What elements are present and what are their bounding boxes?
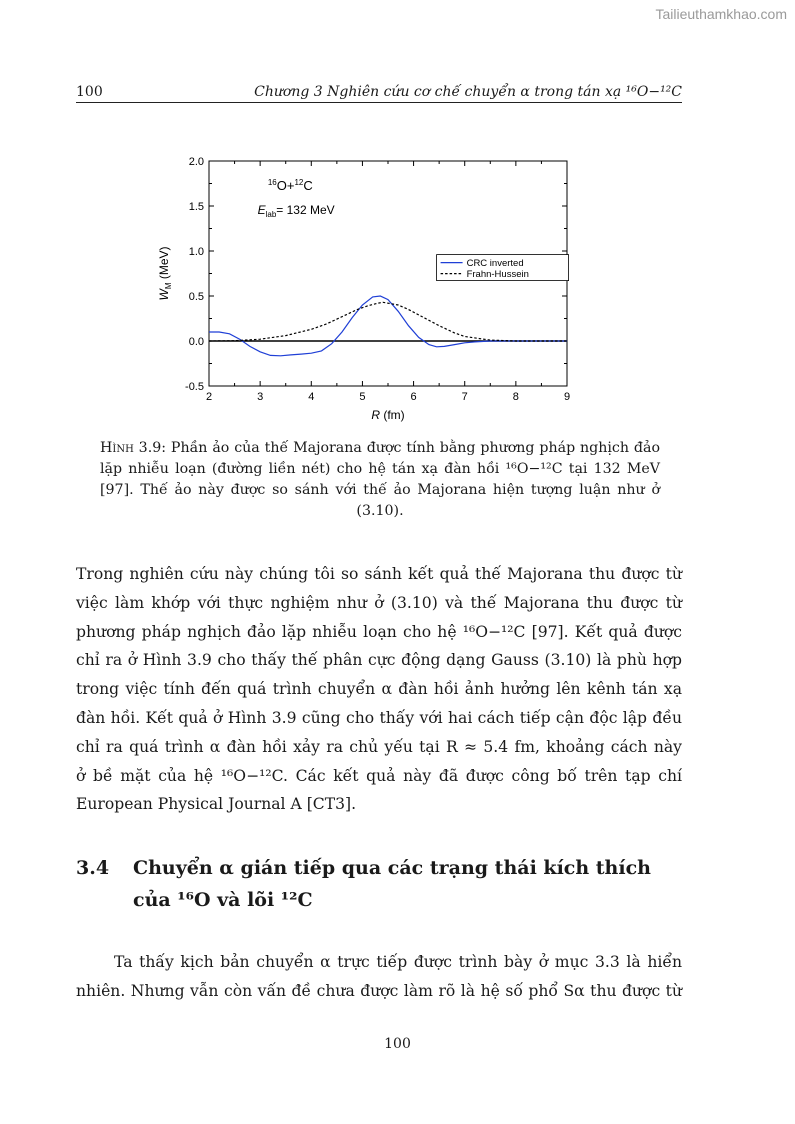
watermark: Tailieuthamkhao.com [655, 6, 787, 22]
caption-text: Phần ảo của thế Majorana được tính bằng phương pháp nghịch đảo lặp nhiễu loạn (đường liền nét) cho hệ tán xạ đàn hồi ¹⁶O−¹²C tại 132 MeV [97]. Thế ảo này được so sánh với thế ảo Majorana hiện tượng luận như ở (3.10). [100, 440, 660, 519]
body-paragraph-2 [76, 948, 682, 1006]
x-tick-label: 2 [205, 391, 213, 403]
x-axis-label: R (fm) [371, 408, 405, 422]
y-tick-label: 2.0 [188, 156, 204, 168]
paragraph-line: chỉ ra quá trình α đàn hồi xảy ra chủ yếu tại R ≈ 5.4 fm, khoảng cách này [76, 737, 682, 756]
legend-label: CRC inverted [466, 258, 524, 270]
majorana-potential-chart [150, 150, 590, 430]
annotation-system: $^{16}$O+$^{12}$C [267, 177, 313, 193]
paragraph-line: việc làm khớp với thực nghiệm như ở (3.10) và thế Majorana thu được từ [76, 593, 682, 612]
legend-label: Frahn-Hussein [466, 269, 529, 281]
x-tick-label: 9 [563, 391, 571, 403]
footer-page-number: 100 [384, 1036, 411, 1052]
paragraph-line: Ta thấy kịch bản chuyển α trực tiếp được trình bày ở mục 3.3 là hiển [114, 953, 682, 971]
body-paragraph-1 [76, 560, 682, 819]
x-tick-label: 6 [410, 391, 417, 403]
figure-caption [100, 438, 660, 522]
header-chapter-title: Chương 3 Nghiên cứu cơ chế chuyển α trong tán xạ ¹⁶O−¹²C [254, 84, 682, 100]
y-tick-label: 1.5 [188, 201, 204, 213]
series-line-0 [209, 296, 567, 356]
caption-label: Hình 3.9: [100, 440, 167, 456]
y-tick-label: 0.5 [188, 291, 204, 303]
running-header [76, 84, 682, 103]
series-line-1 [209, 302, 567, 341]
y-tick-label: 0.0 [188, 336, 204, 348]
annotation-energy: $E_{lab}= 132$ MeV [257, 203, 335, 220]
figure-3-9 [150, 150, 590, 430]
x-tick-label: 7 [461, 391, 468, 403]
paragraph-line: chỉ ra ở Hình 3.9 cho thấy thế phân cực động dạng Gauss (3.10) là phù hợp [76, 651, 682, 670]
paragraph-line: ở bề mặt của hệ ¹⁶O−¹²C. Các kết quả này đã được công bố trên tạp chí [76, 766, 682, 785]
paragraph-line: Trong nghiên cứu này chúng tôi so sánh kết quả thế Majorana thu được từ [76, 565, 682, 583]
section-number: 3.4 [76, 857, 110, 879]
paragraph-line: European Physical Journal A [CT3]. [76, 795, 357, 814]
paragraph-line: đàn hồi. Kết quả ở Hình 3.9 cũng cho thấy với hai cách tiếp cận độc lập đều [76, 708, 682, 727]
y-tick-label: 1.0 [188, 246, 204, 258]
y-tick-label: -0.5 [185, 381, 204, 393]
paragraph-line: trong việc tính đến quá trình chuyển α đàn hồi ảnh hưởng lên kênh tán xạ [76, 680, 682, 699]
paragraph-line: nhiên. Nhưng vẫn còn vấn đề chưa được làm rõ là hệ số phổ Sα thu được từ [76, 981, 682, 1000]
header-page-number: 100 [76, 84, 103, 100]
x-tick-label: 5 [359, 391, 366, 403]
x-tick-label: 3 [257, 391, 264, 403]
paragraph-line: phương pháp nghịch đảo lặp nhiễu loạn cho hệ ¹⁶O−¹²C [97]. Kết quả được [76, 622, 682, 641]
section-title: Chuyển α gián tiếp qua các trạng thái kích thích của ¹⁶O và lõi ¹²C [133, 857, 651, 911]
x-tick-label: 4 [308, 391, 315, 403]
y-axis-label: $W_M$ (MeV) [157, 246, 173, 301]
x-tick-label: 8 [512, 391, 519, 403]
